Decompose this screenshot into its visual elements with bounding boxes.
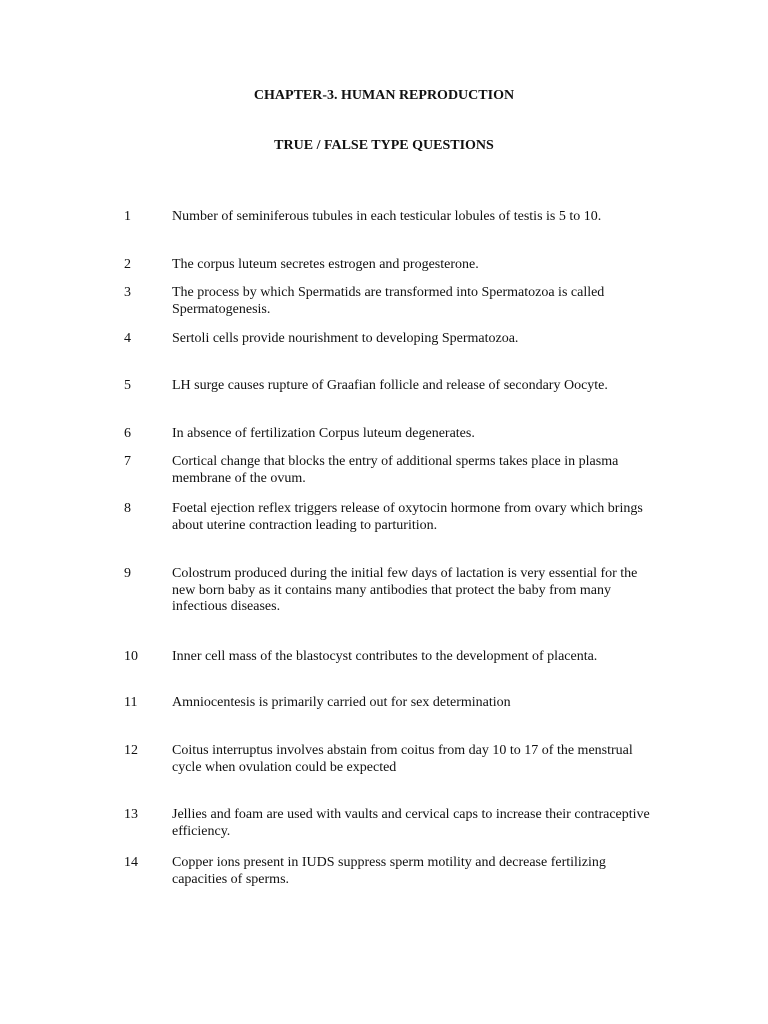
question-text: Copper ions present in IUDS suppress sperm motility and decrease fertilizing capacities of sperms. xyxy=(172,855,606,887)
question-number: 12 xyxy=(124,743,138,758)
question-text: The corpus luteum secretes estrogen and progesterone. xyxy=(172,257,479,272)
question-text: Sertoli cells provide nourishment to developing Spermatozoa. xyxy=(172,331,519,346)
question-number: 9 xyxy=(124,566,131,581)
question-number: 14 xyxy=(124,855,138,870)
question-number: 5 xyxy=(124,378,131,393)
question-text: LH surge causes rupture of Graafian follicle and release of secondary Oocyte. xyxy=(172,378,608,393)
question-number: 11 xyxy=(124,695,138,710)
question-text: The process by which Spermatids are transformed into Spermatozoa is called Spermatogenesis. xyxy=(172,285,605,317)
question-text: Colostrum produced during the initial few days of lactation is very essential for the new born baby as it contains many antibodies that protect the baby from many infectious diseases. xyxy=(172,566,638,614)
page-title: CHAPTER-3. HUMAN REPRODUCTION xyxy=(253,88,515,103)
section-subtitle: TRUE / FALSE TYPE QUESTIONS xyxy=(274,138,494,153)
question-number: 4 xyxy=(124,331,131,346)
question-text: Cortical change that blocks the entry of additional sperms takes place in plasma membrane of the ovum. xyxy=(172,454,619,486)
question-text: Amniocentesis is primarily carried out for sex determination xyxy=(172,695,511,710)
question-text: Number of seminiferous tubules in each testicular lobules of testis is 5 to 10. xyxy=(172,209,602,224)
question-text: Jellies and foam are used with vaults and cervical caps to increase their contraceptive efficiency. xyxy=(172,807,650,839)
question-text: Foetal ejection reflex triggers release of oxytocin hormone from ovary which brings about uterine contraction leading to parturition. xyxy=(172,501,643,533)
question-number: 8 xyxy=(124,501,131,516)
question-number: 6 xyxy=(124,426,131,441)
question-text: Inner cell mass of the blastocyst contributes to the development of placenta. xyxy=(172,649,598,664)
question-number: 2 xyxy=(124,257,131,272)
question-number: 3 xyxy=(124,285,131,300)
question-number: 13 xyxy=(124,807,138,822)
question-number: 10 xyxy=(124,649,138,664)
question-text: Coitus interruptus involves abstain from coitus from day 10 to 17 of the menstrual cycle when ovulation could be expected xyxy=(172,743,633,775)
question-number: 1 xyxy=(124,209,131,224)
question-text: In absence of fertilization Corpus luteum degenerates. xyxy=(172,426,475,441)
question-number: 7 xyxy=(124,454,131,469)
